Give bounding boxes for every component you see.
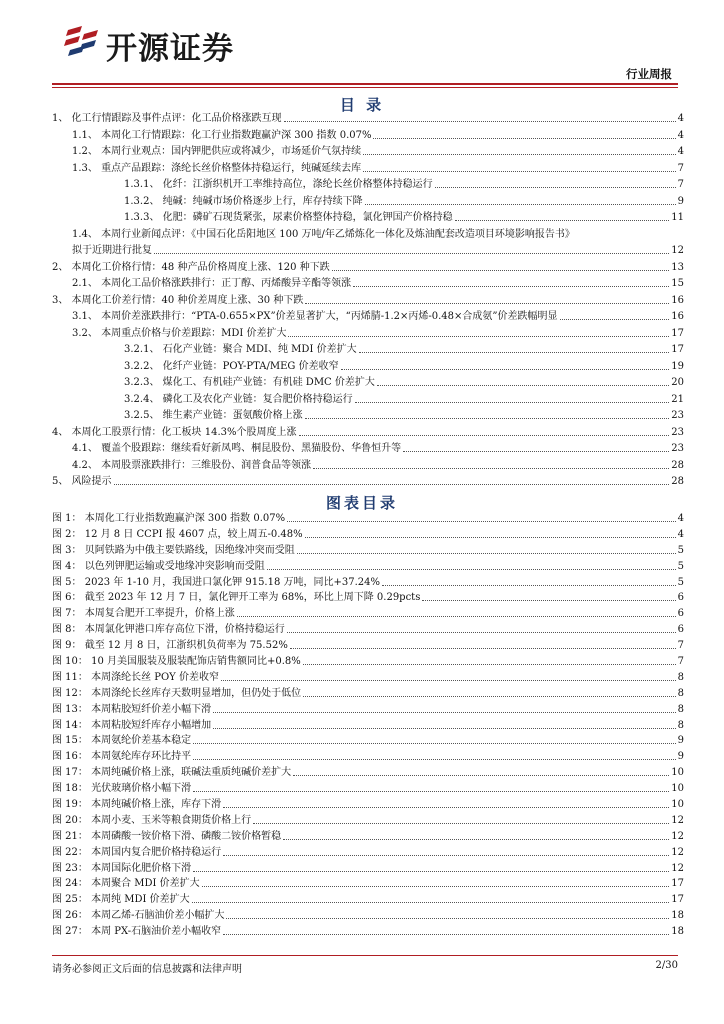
figure-index-entry[interactable] [52,689,684,699]
figure-index-entry-page: 12 [671,862,684,874]
figure-index-entry-page: 10 [671,783,684,795]
figure-index-entry-page: 7 [677,640,684,652]
figure-index-entry-page: 12 [671,846,684,858]
figure-index-entry-label: 图 24： 本周聚合 MDI 价差扩大 [52,878,200,890]
kaiyuan-logo-icon [62,22,102,62]
toc-entry-page: 17 [671,327,684,339]
dot-leader [560,319,670,320]
toc-entry[interactable] [52,230,684,240]
dot-leader [305,303,669,304]
figure-index-entry-label: 图 23： 本周国际化肥价格下滑 [52,862,192,874]
figure-index-entry-page: 17 [671,878,684,890]
footer-divider [52,955,678,956]
toc-entry-label: 3.2.4、 磷化工及农化产业链：复合肥价格持稳运行 [124,393,353,405]
figure-index-entry-label: 图 15： 本周氨纶价差基本稳定 [52,735,192,747]
figure-index-entry[interactable] [52,864,684,874]
figure-index-entry-page: 10 [671,767,684,779]
header-divider [52,83,678,85]
toc-entry-label: 4、 本周化工股票行情：化工板块 14.3%个股周度上涨 [52,426,297,438]
dot-leader [377,385,669,386]
toc-entry[interactable] [52,411,684,421]
figure-index-entry-label: 图 4： 以色列钾肥运输或受地缘冲突影响而受阻 [52,560,265,572]
dot-leader [435,187,676,188]
toc-entry-label: 3、 本周化工价差行情：40 种价差周度上涨、30 种下跌 [52,294,304,306]
toc-entry-label: 1、 化工行情跟踪及事件点评：化工品价格涨跌互现 [52,113,282,124]
header-divider-thin [52,87,678,88]
dot-leader [267,569,676,570]
brand-logo [62,22,282,67]
toc-entry-page: 4 [677,129,684,141]
dot-leader [193,791,669,792]
dot-leader [313,468,669,469]
page-header [0,0,724,92]
figure-index-entry[interactable] [52,911,684,921]
toc-entry[interactable] [52,378,684,388]
figure-index-entry-page: 8 [677,671,684,683]
dot-leader [202,886,670,887]
toc-entry-page: 28 [671,476,684,487]
dot-leader [363,154,676,155]
dot-leader [299,435,670,436]
dot-leader [223,934,669,935]
toc-entry-page: 9 [677,195,684,207]
figure-index-entry[interactable] [52,705,684,715]
dot-leader [293,775,669,776]
figure-index-entry-label: 图 7： 本周复合肥开工率提升，价格上涨 [52,608,235,620]
toc-entry[interactable] [52,329,684,339]
figure-index-entry-label: 图 5： 2023 年 1-10 月，我国进口氯化钾 915.18 万吨，同比+37.24% [52,576,381,588]
figure-index-entry-label: 图 16： 本周氨纶库存环比持平 [52,751,192,763]
dot-leader [193,743,676,744]
toc-entry[interactable] [52,164,684,174]
toc-entry-label: 3.2.5、 维生素产业链：蛋氨酸价格上涨 [124,410,303,421]
toc-entry-page: 23 [671,426,684,438]
figure-index-entry[interactable] [52,784,684,794]
toc-entry-page: 7 [677,179,684,190]
toc-entry[interactable] [52,131,684,141]
toc-entry[interactable] [52,197,684,207]
toc-entry-label: 1.3.1、 化纤：江浙织机开工率维持高位，涤纶长丝价格整体持稳运行 [124,179,433,190]
toc-entry[interactable] [52,345,684,355]
figure-index-entry[interactable] [52,625,684,635]
figure-index-entry[interactable] [52,673,684,683]
figure-index-entry[interactable] [52,530,684,540]
figure-index-entry-label: 图 8： 本周氯化钾港口库存高位下滑，价格持稳运行 [52,624,285,636]
figure-index-entry-page: 7 [677,656,684,668]
figure-index-entry-label: 图 10： 10 月美国服装及服装配饰店销售额同比+0.8% [52,656,301,668]
figure-index-entry-label: 图 17： 本周纯碱价格上涨，联碱法重质纯碱价差扩大 [52,767,292,779]
figure-index-entry[interactable] [52,514,684,524]
toc-entry-page: 19 [671,360,684,372]
toc-entry-label: 3.1、 本周价差涨跌排行：“PTA-0.655×PX”价差显著扩大，“丙烯腈-1.2×丙烯-0.48×合成氨”价差跌幅明显 [72,311,558,322]
toc-entry[interactable] [52,428,684,438]
figure-index-entry[interactable] [52,609,684,619]
toc-entry-page: 12 [671,245,684,256]
dot-leader [365,204,676,205]
toc-entry-label: 3.2.3、 煤化工、有机硅产业链：有机硅 DMC 价差扩大 [124,377,375,388]
toc-entry-label: 1.2、 本周行业观点：国内钾肥供应或将减少，市场延价气氛持续 [72,146,362,157]
figure-index-entry-page: 8 [677,703,684,715]
figure-index-entry-page: 5 [677,576,684,588]
figure-index-entry-page: 10 [671,799,684,811]
dot-leader [114,484,670,485]
toc-entry-page: 16 [671,294,684,306]
dot-leader [382,585,676,586]
dot-leader [253,823,669,824]
toc-entry-page: 23 [671,410,684,421]
dot-leader [193,759,676,760]
toc-entry[interactable] [52,362,684,372]
toc-entry-label: 4.2、 本周股票涨跌排行：三维股份、润普食品等领涨 [72,459,312,471]
figure-index-entry-page: 18 [671,926,684,938]
dot-leader [353,286,669,287]
toc-entry-label: 1.3、 重点产品跟踪：涤纶长丝价格整体持稳运行，纯碱延续去库 [72,162,362,174]
figure-index-entry-page: 6 [677,624,684,636]
figure-index-title: 图表目录 [325,494,398,512]
toc-entry-page: 4 [677,146,684,157]
figure-index-list [52,514,684,943]
figure-index-entry-page: 9 [677,751,684,763]
figure-index-entry[interactable] [52,546,684,556]
dot-leader [363,171,676,172]
toc-entry-label: 1.3.3、 化肥：磷矿石现货紧张，尿素价格整体持稳，氯化钾国产价格持稳 [124,212,453,223]
brand-name: 开源证券 [106,31,234,67]
figure-index-entry[interactable] [52,879,684,889]
toc-entry-page: 15 [671,278,684,289]
toc-entry-page: 11 [671,212,684,223]
dot-leader [290,648,676,649]
figure-index-entry-label: 图 1： 本周化工行业指数跑赢沪深 300 指数 0.07% [52,513,286,524]
figure-index-entry-label: 图 19： 本周纯碱价格上涨，库存下滑 [52,799,222,811]
dot-leader [237,616,676,617]
toc-entry-label: 3.2.1、 石化产业链：聚合 MDI、纯 MDI 价差扩大 [124,344,357,355]
toc-entry[interactable] [52,395,684,405]
dot-leader [284,121,676,122]
figure-index-entry[interactable] [52,800,684,810]
toc-entry[interactable] [52,147,684,157]
toc-entry[interactable] [52,296,684,306]
figure-index-entry-page: 5 [677,560,684,572]
toc-entry[interactable] [52,312,684,322]
toc-entry-label: 5、 风险提示 [52,476,112,487]
dot-leader [297,553,676,554]
dot-leader [283,839,669,840]
figure-index-entry[interactable] [52,752,684,762]
figure-index-entry[interactable] [52,832,684,842]
figure-index-entry-label: 图 21： 本周磷酸一铵价格下滑、磷酸二铵价格暂稳 [52,830,282,842]
figure-index-entry-label: 图 25： 本周纯 MDI 价差扩大 [52,894,190,906]
figure-index-entry-page: 4 [677,528,684,540]
figure-index-entry-label: 图 18： 光伏玻璃价格小幅下滑 [52,783,192,795]
figure-index-entry-page: 18 [671,910,684,922]
toc-entry-page: 4 [677,113,684,124]
figure-index-entry-label: 图 6： 截至 2023 年 12 月 7 日，氯化钾开工率为 68%，环比上周下降 0.29pcts [52,592,421,604]
toc-entry-label: 1.4、 本周行业新闻点评：《中国石化岳阳地区 100 万吨/年乙烯炼化一体化及炼油配套改造项目环境影响报告书》 [72,228,575,240]
figure-index-entry-page: 5 [677,544,684,556]
figure-index-entry-label: 图 9： 截至 12 月 8 日，江浙织机负荷率为 75.52% [52,640,288,652]
figure-index-entry[interactable] [52,641,684,651]
figure-index-entry-label: 图 12： 本周涤纶长丝库存天数明显增加，但仍处于低位 [52,687,302,699]
footer-disclaimer: 请务必参阅正文后面的信息披露和法律声明 [52,964,242,975]
toc-title: 目 录 [339,96,385,114]
dot-leader [373,138,675,139]
dot-leader [287,632,676,633]
figure-index-entry-page: 8 [677,687,684,699]
dot-leader [223,807,669,808]
toc-list [52,114,684,494]
figure-index-entry[interactable] [52,895,684,905]
figure-index-entry[interactable] [52,593,684,603]
dot-leader [221,680,676,681]
toc-entry[interactable] [52,444,684,454]
dot-leader [288,336,669,337]
report-type: 行业周报 [626,67,672,81]
figure-index-entry[interactable] [52,848,684,858]
toc-entry-label: 3.2、 本周重点价格与价差跟踪：MDI 价差扩大 [72,327,287,339]
figure-index-entry-label: 图 3： 贝阿铁路为中俄主要铁路线，因绝缘冲突而受阻 [52,544,295,556]
page-number: 2/30 [655,960,678,971]
dot-leader [154,253,669,254]
figure-index-entry-page: 12 [671,830,684,842]
figure-index-entry-page: 9 [677,735,684,747]
toc-entry[interactable] [52,180,684,190]
dot-leader [213,712,676,713]
toc-entry-page: 20 [671,377,684,388]
dot-leader [355,402,670,403]
figure-index-entry-label: 图 22： 本周国内复合肥价格持稳运行 [52,846,222,858]
figure-index-entry-label: 图 2： 12 月 8 日 CCPI 报 4607 点，较上周五-0.48% [52,528,303,540]
figure-index-entry[interactable] [52,927,684,937]
dot-leader [359,352,670,353]
dot-leader [226,918,669,919]
figure-index-entry[interactable] [52,562,684,572]
toc-entry[interactable] [52,246,684,256]
dot-leader [287,521,676,522]
toc-entry-label: 1.3.2、 纯碱：纯碱市场价格逐步上行，库存持续下降 [124,195,363,207]
figure-index-entry-label: 图 14： 本周粘胶短纤库存小幅增加 [52,719,212,731]
dot-leader [305,537,676,538]
toc-entry[interactable] [52,477,684,487]
dot-leader [192,902,670,903]
figure-index-entry-page: 6 [677,608,684,620]
toc-entry-label: 2.1、 本周化工品价格涨跌排行：正丁醇、丙烯酸异辛酯等领涨 [72,278,352,289]
dot-leader [303,664,676,665]
figure-index-entry-label: 图 26： 本周乙烯-石脑油价差小幅扩大 [52,910,225,922]
figure-index-entry[interactable] [52,721,684,731]
toc-entry[interactable] [52,461,684,471]
figure-index-entry-page: 8 [677,719,684,731]
toc-entry-label: 1.1、 本周化工行情跟踪：化工行业指数跑赢沪深 300 指数 0.07% [72,129,372,141]
figure-index-entry[interactable] [52,768,684,778]
dot-leader [305,418,670,419]
figure-index-entry-label: 图 27： 本周 PX-石脑油价差小幅收窄 [52,926,222,938]
figure-index-entry-label: 图 11： 本周涤纶长丝 POY 价差收窄 [52,671,219,683]
dot-leader [403,451,669,452]
figure-index-entry[interactable] [52,578,684,588]
toc-entry-label: 4.1、 覆盖个股跟踪：继续看好新凤鸣、桐昆股份、黑猫股份、华鲁恒升等 [72,443,402,454]
figure-index-entry-page: 6 [677,592,684,604]
dot-leader [341,369,670,370]
toc-entry[interactable] [52,279,684,289]
figure-index-entry[interactable] [52,657,684,667]
toc-entry[interactable] [52,213,684,223]
toc-entry[interactable] [52,263,684,273]
figure-index-entry-page: 4 [677,513,684,524]
figure-index-entry-page: 12 [671,814,684,826]
toc-entry[interactable] [52,114,684,124]
dot-leader [422,600,675,601]
toc-entry-page: 7 [677,162,684,174]
figure-index-entry-label: 图 13： 本周粘胶短纤价差小幅下滑 [52,703,212,715]
toc-entry-label: 拟于近期进行批复 [72,245,152,256]
dot-leader [332,270,670,271]
figure-index-entry-page: 17 [671,894,684,906]
figure-index-entry-label: 图 20： 本周小麦、玉米等粮食期货价格上行 [52,814,252,826]
toc-entry-page: 28 [671,459,684,471]
dot-leader [193,871,669,872]
dot-leader [455,220,670,221]
figure-index-entry[interactable] [52,736,684,746]
dot-leader [303,696,676,697]
toc-entry-page: 23 [671,443,684,454]
toc-entry-label: 2、 本周化工价格行情：48 种产品价格周度上涨、120 种下跌 [52,261,330,273]
dot-leader [213,728,676,729]
figure-index-entry[interactable] [52,816,684,826]
toc-entry-page: 16 [671,311,684,322]
toc-entry-page: 13 [671,261,684,273]
toc-entry-page: 21 [671,393,684,405]
dot-leader [223,855,669,856]
toc-entry-page: 17 [671,344,684,355]
toc-entry-label: 3.2.2、 化纤产业链：POY-PTA/MEG 价差收窄 [124,360,339,372]
